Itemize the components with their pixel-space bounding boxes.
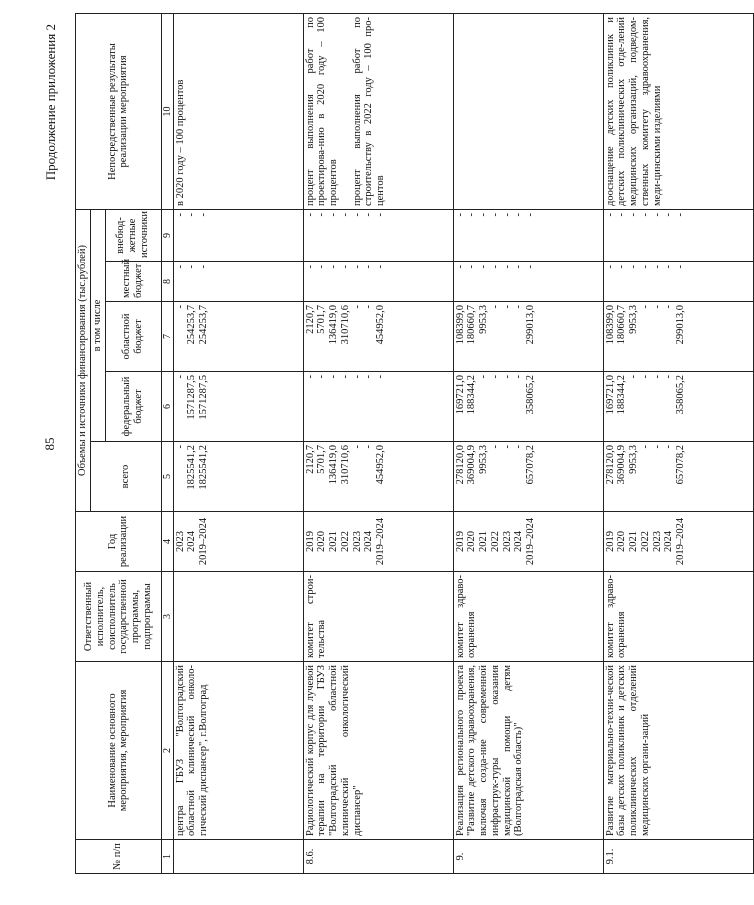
cell-total	[173, 442, 303, 512]
table-body	[173, 13, 753, 873]
years-value: 2021	[478, 531, 490, 552]
cell-federal	[453, 372, 603, 442]
federal-value: -	[501, 375, 513, 379]
local-value: -	[375, 265, 387, 269]
cell-federal	[303, 372, 453, 442]
total-value: 369004,9	[616, 445, 628, 485]
cell-extra	[173, 209, 303, 261]
local-value: -	[198, 265, 210, 269]
extra-value: -	[351, 212, 363, 217]
header-incl: в том числе	[90, 209, 105, 441]
extra-value: -	[675, 212, 687, 217]
column-number: 3	[161, 572, 173, 662]
federal-value: 358065,2	[675, 375, 687, 415]
result-text: процент выполнения работ по проектирова-нию в 2020 году – 100 процентов процент выполнения работ по строительству в 2022 году – 100 про-центов	[303, 13, 453, 209]
extra-value: -	[628, 212, 640, 217]
result-text	[453, 13, 603, 209]
years-value: 2019	[454, 531, 466, 552]
total-value: 9953,3	[628, 445, 640, 474]
extra-value: -	[663, 212, 675, 217]
total-value: -	[363, 445, 375, 449]
years-value: 2024	[186, 531, 198, 552]
regional-value: 108399,0	[454, 305, 466, 345]
total-value: 136419,0	[328, 445, 340, 485]
regional-value: 310710,6	[339, 305, 351, 345]
extra-value: -	[316, 212, 328, 217]
extra-value: -	[363, 212, 375, 217]
extra-value: -	[466, 212, 478, 217]
activity-name: Развитие материально-техни-ческой базы детских поликлиник и детских поликлинических отделений медицинских органи-заций	[603, 662, 753, 840]
header-total: всего	[90, 442, 161, 512]
header-local: местный бюджет	[105, 262, 161, 302]
years-value: 2023	[651, 531, 663, 552]
activity-name: центра ГБУЗ "Волгоградский областной клинический онколо-гический диспансер", г.Волгоград	[173, 662, 303, 840]
years-value: 2020	[316, 531, 328, 552]
extra-value: -	[375, 212, 387, 217]
years-value: 2023	[501, 531, 513, 552]
column-number: 8	[161, 262, 173, 302]
extra-value: -	[513, 212, 525, 217]
years-value: 2021	[328, 531, 340, 552]
cell-years	[453, 512, 603, 572]
total-value: 657078,2	[525, 445, 537, 485]
extra-value: -	[478, 212, 490, 217]
total-value: 5701,7	[316, 445, 328, 474]
years-value: 2019–2024	[375, 517, 387, 566]
total-value: -	[663, 445, 675, 449]
cell-regional	[603, 302, 753, 372]
header-name: Наименование основного мероприятия, мероприятия	[76, 662, 162, 840]
row-number: 9.1.	[603, 840, 753, 874]
row-number: 8.6.	[303, 840, 453, 874]
cell-regional	[173, 302, 303, 372]
local-value: -	[174, 265, 186, 269]
extra-value: -	[174, 212, 186, 217]
total-value: 2120,7	[304, 445, 316, 474]
extra-value: -	[651, 212, 663, 217]
federal-value: -	[513, 375, 525, 379]
federal-value: -	[339, 375, 351, 379]
years-value: 2023	[351, 531, 363, 552]
total-value: -	[501, 445, 513, 449]
column-number: 10	[161, 13, 173, 209]
regional-value: 9953,3	[478, 305, 490, 334]
regional-value: 254253,7	[198, 305, 210, 345]
years-value: 2024	[663, 531, 675, 552]
local-value: -	[351, 265, 363, 269]
result-text: дооснащение детских поликлиник и детских поликлинических отде-лений медицинских организаций, подведом-ственных комитету здравоохранения, меди-цинскими изделиями	[603, 13, 753, 209]
local-value: -	[501, 265, 513, 269]
regional-value: 299013,0	[675, 305, 687, 345]
executor: комитет строи-тельства	[303, 572, 453, 662]
federal-value: -	[351, 375, 363, 379]
years-value: 2019–2024	[675, 517, 687, 566]
regional-value: -	[174, 305, 186, 309]
rotated-table-page	[43, 14, 687, 874]
extra-value: -	[501, 212, 513, 217]
cell-local	[453, 262, 603, 302]
local-value: -	[466, 265, 478, 269]
federal-value: -	[363, 375, 375, 379]
local-value: -	[363, 265, 375, 269]
total-value: 454952,0	[375, 445, 387, 485]
table-row	[303, 13, 453, 873]
federal-value: -	[639, 375, 651, 379]
total-value: 1825541,2	[186, 445, 198, 490]
cell-local	[173, 262, 303, 302]
federal-value: 169721,0	[454, 375, 466, 415]
local-value: -	[489, 265, 501, 269]
federal-value: -	[316, 375, 328, 379]
total-value: 369004,9	[466, 445, 478, 485]
federal-value: -	[328, 375, 340, 379]
local-value: -	[328, 265, 340, 269]
regional-value: -	[501, 305, 513, 309]
column-number: 9	[161, 209, 173, 261]
years-value: 2019	[604, 531, 616, 552]
cell-extra	[603, 209, 753, 261]
extra-value: -	[604, 212, 616, 217]
federal-value: -	[304, 375, 316, 379]
years-value: 2022	[639, 531, 651, 552]
regional-value: 5701,7	[316, 305, 328, 334]
years-value: 2020	[616, 531, 628, 552]
years-value: 2020	[466, 531, 478, 552]
header-finance: Объемы и источники финансирования (тыс.рублей)	[76, 209, 91, 511]
cell-local	[303, 262, 453, 302]
table-row	[453, 13, 603, 873]
regional-value: -	[513, 305, 525, 309]
regional-value: 180660,7	[616, 305, 628, 345]
local-value: -	[339, 265, 351, 269]
table-header	[76, 13, 174, 873]
extra-value: -	[186, 212, 198, 217]
cell-years	[603, 512, 753, 572]
local-value: -	[663, 265, 675, 269]
federal-value: 1571287,5	[186, 375, 198, 420]
federal-value: -	[628, 375, 640, 379]
local-value: -	[604, 265, 616, 269]
federal-value: 358065,2	[525, 375, 537, 415]
continuation-title: Продолжение приложения 2	[43, 24, 58, 181]
years-value: 2021	[628, 531, 640, 552]
regional-value: 2120,7	[304, 305, 316, 334]
header-year: Год реализации	[76, 512, 162, 572]
regional-value: -	[639, 305, 651, 309]
years-value: 2022	[339, 531, 351, 552]
header-regional: областной бюджет	[105, 302, 161, 372]
column-number: 5	[161, 442, 173, 512]
total-value: 278120,0	[454, 445, 466, 485]
cell-federal	[603, 372, 753, 442]
local-value: -	[186, 265, 198, 269]
federal-value: -	[663, 375, 675, 379]
regional-value: -	[663, 305, 675, 309]
local-value: -	[454, 265, 466, 269]
years-value: 2019–2024	[525, 517, 537, 566]
federal-value: -	[174, 375, 186, 379]
regional-value: 454952,0	[375, 305, 387, 345]
header-result: Непосредственные результаты реализации мероприятия	[76, 13, 162, 209]
cell-extra	[453, 209, 603, 261]
table-row	[173, 13, 303, 873]
federal-value: -	[651, 375, 663, 379]
extra-value: -	[454, 212, 466, 217]
federal-value: 169721,0	[604, 375, 616, 415]
cell-total	[303, 442, 453, 512]
cell-local	[603, 262, 753, 302]
column-number: 2	[161, 662, 173, 840]
column-number: 1	[161, 840, 173, 874]
result-text: в 2020 году – 100 процентов	[173, 13, 303, 209]
extra-value: -	[339, 212, 351, 217]
federal-value: 1571287,5	[198, 375, 210, 420]
row-number: 9.	[453, 840, 603, 874]
cell-total	[603, 442, 753, 512]
header-federal: федеральный бюджет	[105, 372, 161, 442]
local-value: -	[628, 265, 640, 269]
local-value: -	[513, 265, 525, 269]
federal-value: -	[375, 375, 387, 379]
federal-value: 188344,2	[616, 375, 628, 415]
extra-value: -	[304, 212, 316, 217]
activity-name: Радиологический корпус для лучевой терапии на территории ГБУЗ "Волгоградский областной клинический онкологический диспансер"	[303, 662, 453, 840]
page-number: 85	[42, 437, 57, 451]
regional-value: 299013,0	[525, 305, 537, 345]
total-value: -	[513, 445, 525, 449]
table-row	[603, 13, 753, 873]
local-value: -	[639, 265, 651, 269]
extra-value: -	[198, 212, 210, 217]
executor	[173, 572, 303, 662]
federal-value: -	[489, 375, 501, 379]
financing-table	[75, 13, 754, 874]
cell-federal	[173, 372, 303, 442]
years-value: 2022	[489, 531, 501, 552]
column-number: 6	[161, 372, 173, 442]
total-value: -	[651, 445, 663, 449]
cell-total	[453, 442, 603, 512]
regional-value: 254253,7	[186, 305, 198, 345]
local-value: -	[675, 265, 687, 269]
regional-value: -	[351, 305, 363, 309]
local-value: -	[304, 265, 316, 269]
cell-regional	[453, 302, 603, 372]
regional-value: -	[363, 305, 375, 309]
executor: комитет здраво-охранения	[603, 572, 753, 662]
years-value: 2019–2024	[198, 517, 210, 566]
header-executor: Ответственный исполнитель, соисполнитель государственной программы, подпрограммы	[76, 572, 162, 662]
regional-value: -	[489, 305, 501, 309]
regional-value: 136419,0	[328, 305, 340, 345]
cell-years	[173, 512, 303, 572]
total-value: -	[351, 445, 363, 449]
total-value: -	[639, 445, 651, 449]
header-extra: внебюд-жетные источники	[105, 209, 161, 261]
local-value: -	[525, 265, 537, 269]
total-value: -	[174, 445, 186, 449]
regional-value: 180660,7	[466, 305, 478, 345]
column-number: 4	[161, 512, 173, 572]
years-value: 2023	[174, 531, 186, 552]
local-value: -	[651, 265, 663, 269]
row-number	[173, 840, 303, 874]
total-value: 278120,0	[604, 445, 616, 485]
cell-regional	[303, 302, 453, 372]
local-value: -	[478, 265, 490, 269]
column-number: 7	[161, 302, 173, 372]
total-value: -	[489, 445, 501, 449]
header-no: № п/п	[76, 840, 162, 874]
local-value: -	[316, 265, 328, 269]
total-value: 9953,3	[478, 445, 490, 474]
extra-value: -	[489, 212, 501, 217]
regional-value: 108399,0	[604, 305, 616, 345]
total-value: 657078,2	[675, 445, 687, 485]
cell-extra	[303, 209, 453, 261]
extra-value: -	[616, 212, 628, 217]
total-value: 1825541,2	[198, 445, 210, 490]
activity-name: Реализация регионального проекта "Развитие детского здравоохранения, включая созда-ние современной инфраструк-туры оказания медицинской помощи детям (Волгоградская область)"	[453, 662, 603, 840]
regional-value: -	[651, 305, 663, 309]
regional-value: 9953,3	[628, 305, 640, 334]
extra-value: -	[639, 212, 651, 217]
years-value: 2024	[513, 531, 525, 552]
cell-years	[303, 512, 453, 572]
federal-value: 188344,2	[466, 375, 478, 415]
local-value: -	[616, 265, 628, 269]
years-value: 2024	[363, 531, 375, 552]
column-number-row	[161, 13, 173, 873]
executor: комитет здраво-охранения	[453, 572, 603, 662]
extra-value: -	[328, 212, 340, 217]
extra-value: -	[525, 212, 537, 217]
total-value: 310710,6	[339, 445, 351, 485]
federal-value: -	[478, 375, 490, 379]
years-value: 2019	[304, 531, 316, 552]
